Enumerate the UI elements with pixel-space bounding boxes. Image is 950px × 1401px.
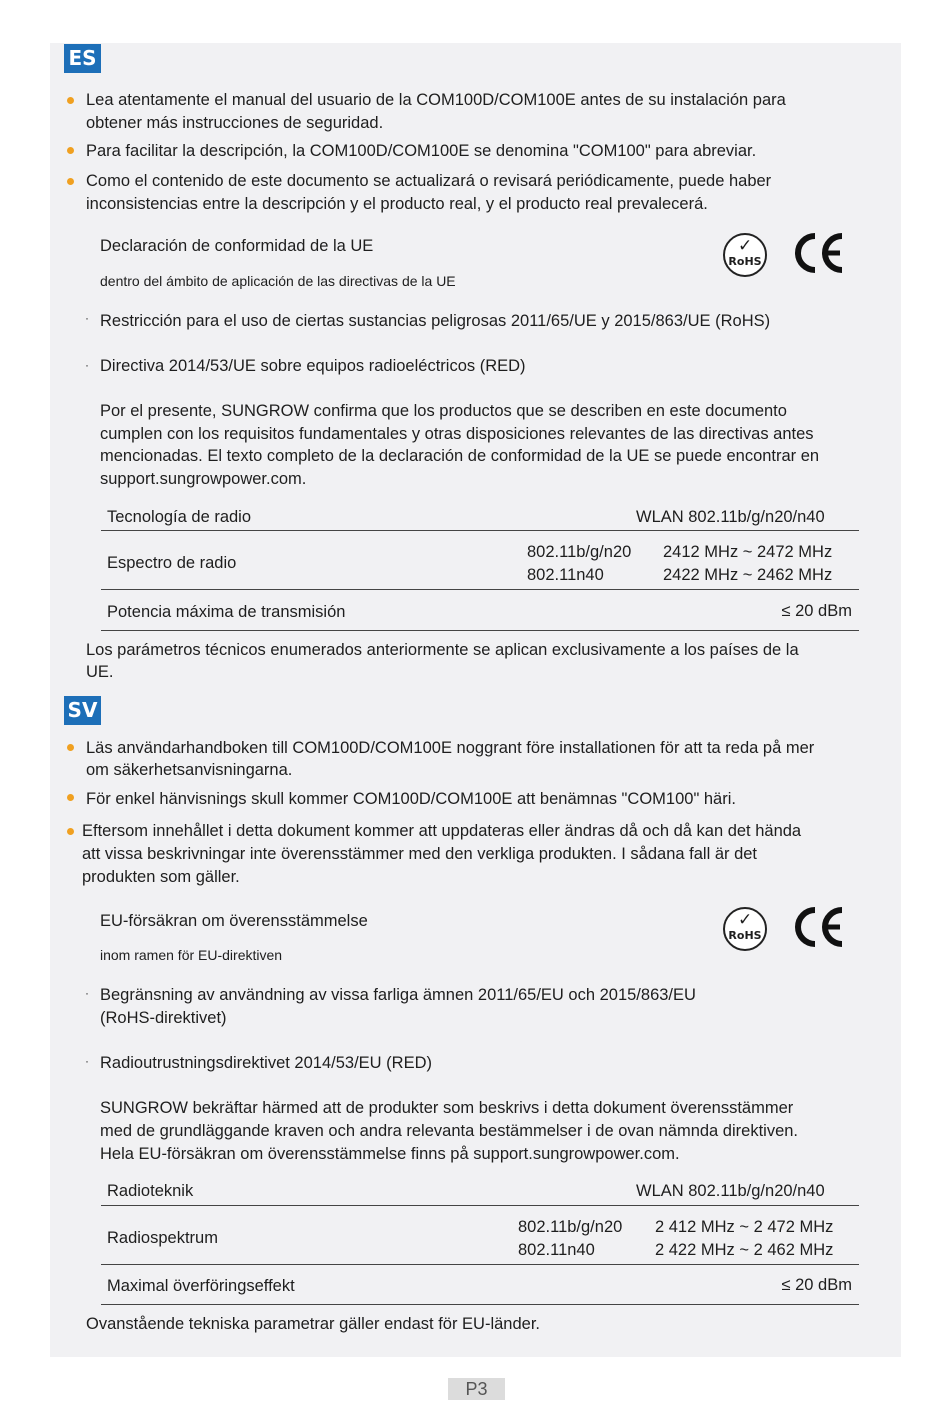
bullet-text: om säkerhetsanvisningarna.	[86, 761, 293, 779]
statement-line: Por el presente, SUNGROW confirma que los productos que se describen en este documento	[100, 402, 787, 420]
ce-mark-icon	[793, 232, 845, 274]
directive-text: Directiva 2014/53/UE sobre equipos radioeléctricos (RED)	[100, 357, 526, 375]
table-spectrum-range: 2 412 MHz ~ 2 472 MHz	[655, 1218, 834, 1236]
statement-line: support.sungrowpower.com.	[100, 470, 307, 488]
declaration-title: EU-försäkran om överensstämmelse	[100, 912, 368, 930]
table-tech-label: Tecnología de radio	[107, 508, 252, 526]
footer-note: Los parámetros técnicos enumerados anteriormente se aplican exclusivamente a los países de la	[86, 641, 799, 659]
directive-text: (RoHS-direktivet)	[100, 1009, 227, 1027]
bullet-text: produkten som gäller.	[82, 868, 240, 886]
statement-line: med de grundläggande kraven och andra relevanta bestämmelser i de ovan nämnda direktiven.	[100, 1122, 799, 1140]
declaration-subtitle: inom ramen för EU-direktiven	[100, 947, 283, 963]
language-tag-sv: SV	[64, 696, 101, 725]
directive-text: Radioutrustningsdirektivet 2014/53/EU (RED)	[100, 1054, 432, 1072]
declaration-title: Declaración de conformidad de la UE	[100, 237, 374, 255]
bullet-text: Läs användarhandboken till COM100D/COM100E noggrant före installationen för att ta reda på mer	[86, 739, 815, 757]
table-rule	[101, 1205, 859, 1206]
table-tech-label: Radioteknik	[107, 1182, 194, 1200]
table-spectrum-std: 802.11n40	[518, 1241, 595, 1259]
directive-text: Restricción para el uso de ciertas sustancias peligrosas 2011/65/UE y 2015/863/UE (RoHS)	[100, 312, 771, 330]
table-spectrum-range: 2422 MHz ~ 2462 MHz	[663, 566, 833, 584]
table-spectrum-range: 2412 MHz ~ 2472 MHz	[663, 543, 833, 561]
table-tech-value: WLAN 802.11b/g/n20/n40	[636, 508, 825, 526]
declaration-subtitle: dentro del ámbito de aplicación de las directivas de la UE	[100, 273, 456, 289]
bullet-text: Lea atentamente el manual del usuario de la COM100D/COM100E antes de su instalación para	[86, 91, 786, 109]
table-spectrum-std: 802.11b/g/n20	[527, 543, 632, 561]
bullet-text: obtener más instrucciones de seguridad.	[86, 114, 384, 132]
table-rule	[101, 530, 859, 531]
table-spectrum-std: 802.11b/g/n20	[518, 1218, 623, 1236]
bullet-text: inconsistencias entre la descripción y el producto real, y el producto real prevalecerá.	[86, 195, 708, 213]
bullet-dot	[67, 744, 74, 751]
directive-bullet: ·	[85, 986, 89, 1000]
table-power-value: ≤ 20 dBm	[781, 602, 852, 620]
table-rule	[101, 1264, 859, 1265]
ce-mark-icon	[793, 906, 845, 948]
bullet-dot	[67, 147, 74, 154]
statement-line: mencionadas. El texto completo de la declaración de conformidad de la UE se puede encontrar en	[100, 447, 820, 465]
bullet-text: För enkel hänvisnings skull kommer COM100D/COM100E att benämnas "COM100" häri.	[86, 790, 736, 808]
bullet-text: Para facilitar la descripción, la COM100D/COM100E se denomina "COM100" para abreviar.	[86, 142, 757, 160]
directive-bullet: ·	[85, 358, 89, 372]
rohs-mark-icon: ✓ RoHS	[723, 233, 767, 277]
directive-bullet: ·	[85, 1054, 89, 1068]
bullet-text: Como el contenido de este documento se actualizará o revisará periódicamente, puede haber	[86, 172, 772, 190]
table-power-label: Potencia máxima de transmisión	[107, 603, 346, 621]
table-rule	[101, 1304, 859, 1305]
statement-line: cumplen con los requisitos fundamentales y otras disposiciones relevantes de las directivas antes	[100, 425, 814, 443]
page-number: P3	[448, 1378, 505, 1400]
footer-note: Ovanstående tekniska parametrar gäller endast för EU-länder.	[86, 1315, 540, 1333]
bullet-dot	[67, 828, 74, 835]
bullet-dot	[67, 794, 74, 801]
table-spectrum-std: 802.11n40	[527, 566, 604, 584]
rohs-mark-icon: ✓ RoHS	[723, 907, 767, 951]
table-spectrum-label: Espectro de radio	[107, 554, 237, 572]
table-rule	[101, 589, 859, 590]
directive-bullet: ·	[85, 311, 89, 325]
language-tag-es: ES	[64, 44, 101, 73]
table-power-label: Maximal överföringseffekt	[107, 1277, 295, 1295]
table-spectrum-range: 2 422 MHz ~ 2 462 MHz	[655, 1241, 834, 1259]
bullet-text: att vissa beskrivningar inte överensstämmer med den verkliga produkten. I sådana fall är det	[82, 845, 758, 863]
bullet-dot	[67, 178, 74, 185]
bullet-dot	[67, 97, 74, 104]
table-power-value: ≤ 20 dBm	[781, 1276, 852, 1294]
directive-text: Begränsning av användning av vissa farliga ämnen 2011/65/EU och 2015/863/EU	[100, 986, 696, 1004]
table-tech-value: WLAN 802.11b/g/n20/n40	[636, 1182, 825, 1200]
bullet-text: Eftersom innehållet i detta dokument kommer att uppdateras eller ändras då och då kan det hända	[82, 822, 802, 840]
statement-line: Hela EU-försäkran om överensstämmelse finns på support.sungrowpower.com.	[100, 1145, 680, 1163]
statement-line: SUNGROW bekräftar härmed att de produkter som beskrivs i detta dokument överensstämmer	[100, 1099, 794, 1117]
table-spectrum-label: Radiospektrum	[107, 1229, 218, 1247]
footer-note: UE.	[86, 663, 114, 681]
table-rule	[101, 630, 859, 631]
